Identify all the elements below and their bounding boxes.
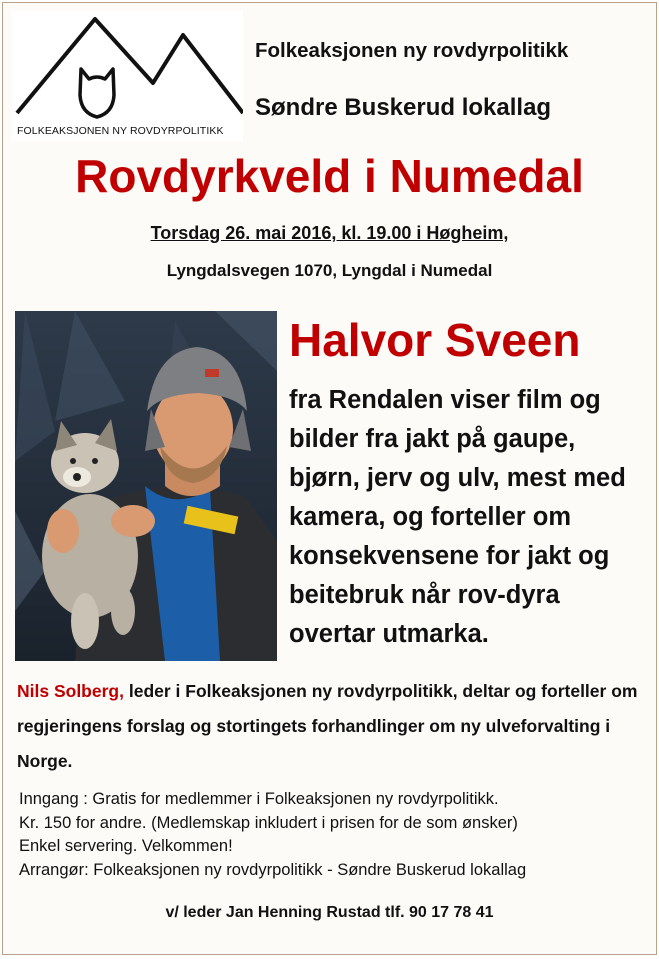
info-line-serving: Enkel servering. Velkommen! xyxy=(19,837,233,855)
mountains-cat-logo-icon xyxy=(11,11,243,123)
event-title: Rovdyrkveld i Numedal xyxy=(75,150,584,202)
second-speaker-paragraph xyxy=(17,674,649,779)
organization-name: Folkeaksjonen ny rovdyrpolitikk xyxy=(255,39,569,62)
info-line-price: Kr. 150 for andre. (Medlemskap inkludert i prisen for de som ønsker) xyxy=(19,813,518,832)
speaker-description: fra Rendalen viser film og bilder fra jakt på gaupe, bjørn, jerv og ulv, mest med kamera, og forteller om konsekvensene for jakt og beitebruk når rov-dyra overtar utmarka. xyxy=(289,386,626,648)
speaker-photo-image xyxy=(15,311,277,661)
event-poster xyxy=(2,2,657,955)
speaker-name: Halvor Sveen xyxy=(289,314,581,366)
info-line-organizer: Arrangør: Folkeaksjonen ny rovdyrpolitikk - Søndre Buskerud lokallag xyxy=(19,860,527,879)
organization-logo xyxy=(11,11,243,141)
second-speaker-name: Nils Solberg, xyxy=(17,681,124,701)
branch-name: Søndre Buskerud lokallag xyxy=(255,94,552,121)
practical-info xyxy=(19,788,651,882)
speaker-photo xyxy=(15,311,277,661)
event-address: Lyngdalsvegen 1070, Lyngdal i Numedal xyxy=(166,261,493,280)
contact-line: v/ leder Jan Henning Rustad tlf. 90 17 78 41 xyxy=(165,904,494,921)
second-speaker-text: leder i Folkeaksjonen ny rovdyrpolitikk, deltar og forteller om regjeringens forslag og stortingets forhandlinger om ny ulveforvalting i Norge. xyxy=(17,681,638,771)
event-date: Torsdag 26. mai 2016, kl. 19.00 i Høgheim, xyxy=(150,223,509,243)
info-line-entrance: Inngang : Gratis for medlemmer i Folkeaksjonen ny rovdyrpolitikk. xyxy=(19,790,499,808)
logo-text: FOLKEAKSJONEN NY ROVDYRPOLITIKK xyxy=(17,125,224,137)
